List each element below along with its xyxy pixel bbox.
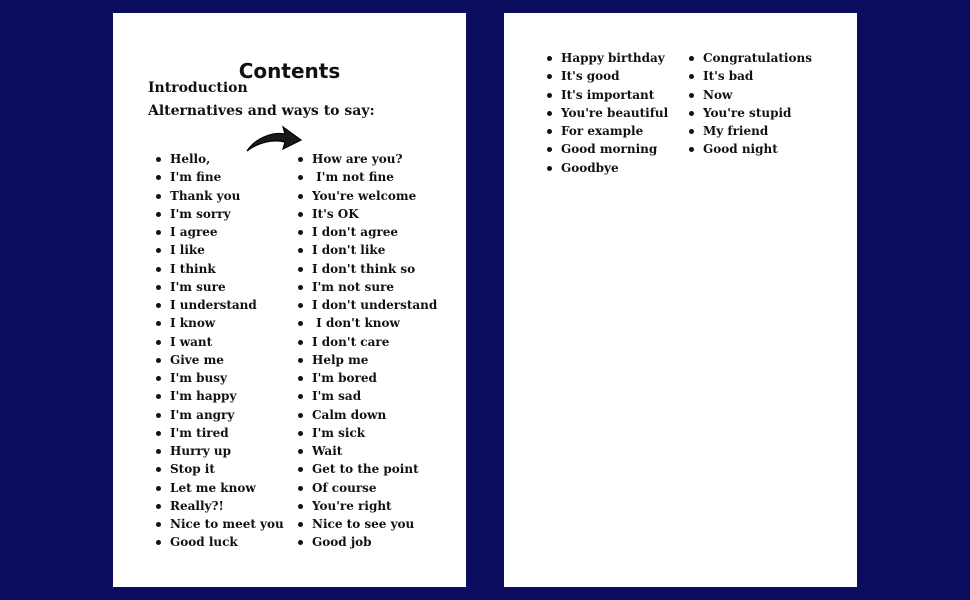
- bullet-icon: [156, 413, 161, 418]
- list-item-label: I'm busy: [170, 371, 228, 385]
- bullet-icon: [298, 175, 303, 180]
- list-item: [156, 314, 284, 332]
- list-item-label: Congratulations: [703, 51, 812, 65]
- list-item: [298, 387, 437, 405]
- list-item: [298, 533, 437, 551]
- bullet-icon: [298, 376, 303, 381]
- list-item-label: Get to the point: [312, 462, 419, 477]
- bullet-icon: [156, 340, 161, 345]
- list-item: [298, 150, 437, 168]
- list-item: [298, 278, 437, 296]
- list-item: [156, 187, 284, 205]
- list-item-label: I'm angry: [170, 407, 235, 422]
- list-item-label: I'm not sure: [312, 279, 395, 294]
- bullet-icon: [298, 413, 303, 418]
- list-item: [689, 86, 812, 104]
- bullet-icon: [298, 321, 303, 326]
- bullet-icon: [156, 303, 161, 308]
- list-item: [298, 205, 437, 223]
- bullet-icon: [156, 431, 161, 436]
- list-item: [298, 479, 437, 497]
- list-item: [689, 49, 812, 67]
- list-item-label: Calm down: [312, 407, 387, 422]
- list-item: [298, 314, 437, 332]
- list-item: [156, 406, 284, 424]
- list-item-label: Nice to see you: [312, 517, 415, 531]
- list-item: [298, 187, 437, 205]
- list-item-label: How are you?: [312, 152, 403, 166]
- list-item-label: You're welcome: [312, 188, 417, 203]
- bullet-icon: [689, 93, 694, 98]
- bullet-icon: [156, 467, 161, 472]
- bullet-icon: [298, 303, 303, 308]
- list-item: [298, 442, 437, 460]
- list-item: [298, 369, 437, 387]
- bullet-icon: [156, 321, 161, 326]
- bullet-icon: [298, 431, 303, 436]
- bullet-icon: [156, 486, 161, 491]
- list-item-label: Really?!: [170, 498, 224, 513]
- list-item: [298, 296, 437, 314]
- list-item-label: I agree: [170, 225, 218, 239]
- list-item-label: I understand: [170, 298, 257, 312]
- bullet-icon: [298, 467, 303, 472]
- list-item: [156, 333, 284, 351]
- list-item: [156, 460, 284, 478]
- bullet-icon: [547, 129, 552, 134]
- list-item-label: Good luck: [170, 535, 238, 550]
- bullet-icon: [156, 230, 161, 235]
- bullet-icon: [689, 111, 694, 116]
- bullet-icon: [156, 540, 161, 545]
- bullet-icon: [156, 175, 161, 180]
- bullet-icon: [298, 449, 303, 454]
- list-item-label: I don't agree: [312, 225, 399, 239]
- list-item-label: I like: [170, 243, 205, 258]
- list-item-label: You're beautiful: [561, 105, 669, 120]
- list-item-label: Of course: [312, 480, 377, 495]
- list-item-label: I'm sure: [170, 279, 226, 294]
- bullet-icon: [298, 212, 303, 217]
- list-item-label: I'm tired: [170, 425, 229, 440]
- continued-page: [504, 13, 857, 587]
- bullet-icon: [298, 358, 303, 363]
- list-item-label: Hurry up: [170, 444, 231, 458]
- bullet-icon: [689, 147, 694, 152]
- bullet-icon: [298, 157, 303, 162]
- bullet-icon: [547, 56, 552, 61]
- list-item-label: It's important: [561, 87, 655, 102]
- list-item: [298, 260, 437, 278]
- list-item: [547, 86, 668, 104]
- bullet-icon: [298, 504, 303, 509]
- list-item-label: Hello,: [170, 152, 211, 166]
- list-item: [689, 104, 812, 122]
- list-item: [298, 223, 437, 241]
- page-title: Contents: [238, 59, 341, 83]
- bullet-icon: [298, 486, 303, 491]
- list-item: [156, 260, 284, 278]
- bullet-icon: [156, 504, 161, 509]
- list-item-label: I think: [170, 261, 216, 276]
- list-item: [547, 159, 668, 177]
- list-item: [298, 515, 437, 533]
- list-item: [156, 387, 284, 405]
- list-item: [689, 140, 812, 158]
- list-item-label: Good night: [703, 142, 778, 157]
- bullet-icon: [156, 248, 161, 253]
- bullet-icon: [156, 285, 161, 290]
- list-item: [156, 168, 284, 186]
- bullet-icon: [298, 285, 303, 290]
- list-item: [156, 369, 284, 387]
- list-item-label: My friend: [703, 124, 769, 138]
- bullet-icon: [298, 248, 303, 253]
- list-item-label: I don't understand: [312, 298, 438, 312]
- phrase-list-right-b: [689, 49, 812, 159]
- list-item-label: I'm sad: [312, 389, 362, 404]
- list-item: [298, 241, 437, 259]
- bullet-icon: [547, 74, 552, 79]
- bullet-icon: [547, 147, 552, 152]
- list-item: [298, 168, 437, 186]
- bullet-icon: [298, 194, 303, 199]
- bullet-icon: [156, 449, 161, 454]
- list-item: [547, 49, 668, 67]
- list-item: [156, 533, 284, 551]
- bullet-icon: [156, 394, 161, 399]
- list-item-label: I know: [170, 316, 216, 331]
- list-item-label: You're right: [312, 498, 392, 513]
- list-item-label: I don't care: [312, 334, 390, 349]
- list-item-label: Stop it: [170, 462, 215, 477]
- bullet-icon: [156, 376, 161, 381]
- list-item-label: Good morning: [561, 142, 658, 157]
- bullet-icon: [156, 522, 161, 527]
- bullet-icon: [547, 111, 552, 116]
- list-item: [156, 424, 284, 442]
- introduction-heading: Introduction: [148, 80, 248, 96]
- bullet-icon: [156, 212, 161, 217]
- list-item-label: Give me: [170, 352, 224, 367]
- list-item-label: I'm bored: [312, 371, 377, 385]
- list-item-label: Happy birthday: [561, 51, 665, 65]
- list-item: [298, 333, 437, 351]
- list-item-label: I don't think so: [312, 261, 416, 276]
- phrase-list-left-b: [298, 150, 437, 552]
- list-item-label: It's bad: [703, 69, 754, 84]
- bullet-icon: [298, 522, 303, 527]
- bullet-icon: [298, 394, 303, 399]
- list-item: [689, 122, 812, 140]
- list-item: [298, 424, 437, 442]
- bullet-icon: [298, 340, 303, 345]
- bullet-icon: [689, 74, 694, 79]
- phrase-list-right-a: [547, 49, 668, 177]
- bullet-icon: [298, 540, 303, 545]
- list-item: [156, 515, 284, 533]
- list-item-label: I'm fine: [170, 170, 222, 185]
- list-item-label: I want: [170, 334, 213, 349]
- list-item: [298, 406, 437, 424]
- list-item: [298, 351, 437, 369]
- list-item: [156, 205, 284, 223]
- list-item: [298, 460, 437, 478]
- list-item: [156, 241, 284, 259]
- list-item-label: I don't know: [312, 316, 400, 331]
- list-item: [689, 67, 812, 85]
- list-item-label: You're stupid: [703, 105, 792, 120]
- list-item-label: Thank you: [170, 188, 241, 203]
- list-item: [156, 479, 284, 497]
- list-item-label: I don't like: [312, 243, 386, 258]
- bullet-icon: [156, 267, 161, 272]
- list-item-label: It's OK: [312, 206, 359, 221]
- list-item-label: Wait: [312, 444, 343, 458]
- bullet-icon: [547, 93, 552, 98]
- bullet-icon: [298, 267, 303, 272]
- list-item: [547, 67, 668, 85]
- list-item: [156, 278, 284, 296]
- bullet-icon: [156, 157, 161, 162]
- list-item-label: Nice to meet you: [170, 517, 284, 531]
- phrase-list-left-a: [156, 150, 284, 552]
- list-item-label: I'm sick: [312, 425, 366, 440]
- list-item-label: For example: [561, 124, 644, 138]
- list-item: [547, 140, 668, 158]
- list-item: [156, 296, 284, 314]
- bullet-icon: [547, 166, 552, 171]
- list-item-label: I'm happy: [170, 389, 237, 404]
- bullet-icon: [298, 230, 303, 235]
- list-item-label: Now: [703, 87, 733, 102]
- list-item: [547, 122, 668, 140]
- bullet-icon: [156, 194, 161, 199]
- list-item: [156, 497, 284, 515]
- list-item: [156, 223, 284, 241]
- list-item: [547, 104, 668, 122]
- bullet-icon: [156, 358, 161, 363]
- list-item-label: I'm sorry: [170, 206, 231, 221]
- list-item-label: Help me: [312, 352, 369, 367]
- list-item-label: Let me know: [170, 480, 256, 495]
- list-item-label: It's good: [561, 69, 620, 84]
- list-item: [156, 150, 284, 168]
- bullet-icon: [689, 56, 694, 61]
- list-item-label: Goodbye: [561, 160, 619, 175]
- alternatives-heading: Alternatives and ways to say:: [148, 103, 375, 119]
- bullet-icon: [689, 129, 694, 134]
- list-item: [298, 497, 437, 515]
- list-item: [156, 351, 284, 369]
- list-item-label: Good job: [312, 535, 372, 550]
- list-item: [156, 442, 284, 460]
- list-item-label: I'm not fine: [312, 170, 394, 185]
- contents-page: [113, 13, 466, 587]
